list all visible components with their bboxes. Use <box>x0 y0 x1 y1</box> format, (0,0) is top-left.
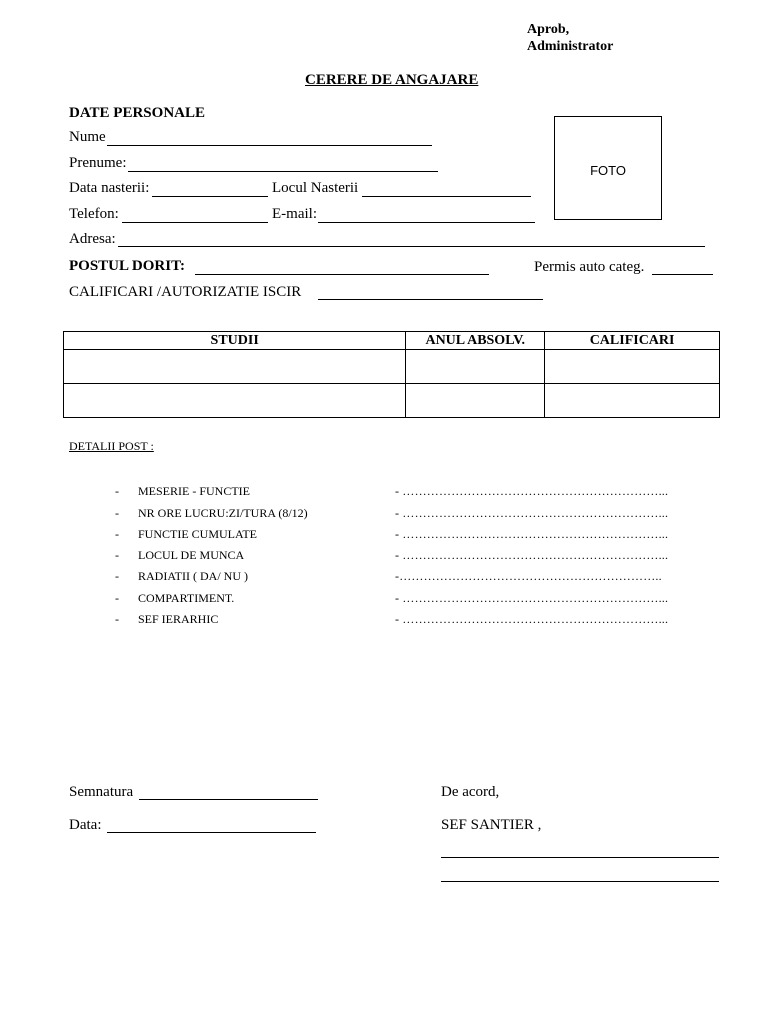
table-cell[interactable] <box>406 350 545 384</box>
telefon-label: Telefon: <box>69 206 119 222</box>
locul-nasterii-label: Locul Nasterii <box>272 180 359 196</box>
sef-santier-name-line[interactable] <box>441 881 719 882</box>
detail-label-locul-de-munca: LOCUL DE MUNCA <box>138 548 245 562</box>
header-calificari: CALIFICARI <box>545 332 720 350</box>
detail-field-compartiment[interactable]: - ………………………………………………………... <box>395 591 669 605</box>
list-bullet: - <box>115 548 119 562</box>
adresa-label: Adresa: <box>69 231 116 247</box>
semnatura-label: Semnatura <box>69 784 134 800</box>
data-nasterii-field[interactable] <box>152 196 268 197</box>
detail-label-nr-ore: NR ORE LUCRU:ZI/TURA (8/12) <box>138 506 308 520</box>
nume-label: Nume <box>69 129 106 145</box>
telefon-field[interactable] <box>122 222 268 223</box>
sef-santier-signature-line[interactable] <box>441 857 719 858</box>
detail-field-radiatii[interactable]: -……………………………………………………….. <box>395 569 662 583</box>
calificari-iscir-label: CALIFICARI /AUTORIZATIE ISCIR <box>69 284 302 300</box>
detail-field-meserie[interactable]: - ………………………………………………………... <box>395 484 669 498</box>
list-bullet: - <box>115 591 119 605</box>
document-title: CERERE DE ANGAJARE <box>305 72 479 88</box>
detail-label-radiatii: RADIATII ( DA/ NU ) <box>138 569 248 583</box>
detail-field-sef-ierarhic[interactable]: - ………………………………………………………... <box>395 612 669 626</box>
approval-line-1: Aprob, <box>527 22 570 37</box>
postul-dorit-field[interactable] <box>195 274 489 275</box>
detalii-post-title: DETALII POST : <box>69 439 154 453</box>
list-bullet: - <box>115 484 119 498</box>
list-bullet: - <box>115 612 119 626</box>
table-header-row <box>64 332 720 350</box>
photo-placeholder <box>554 116 662 220</box>
detail-field-functie-cumulate[interactable]: - ………………………………………………………... <box>395 527 669 541</box>
calificari-iscir-field[interactable] <box>318 299 543 300</box>
adresa-field[interactable] <box>118 246 705 247</box>
table-cell[interactable] <box>64 350 406 384</box>
detail-field-nr-ore[interactable]: - ………………………………………………………... <box>395 506 669 520</box>
postul-dorit-label: POSTUL DORIT: <box>69 258 185 274</box>
header-studii: STUDII <box>64 332 406 350</box>
permis-auto-field[interactable] <box>652 274 713 275</box>
nume-field[interactable] <box>107 145 432 146</box>
prenume-field[interactable] <box>128 171 438 172</box>
email-field[interactable] <box>318 222 535 223</box>
section-title-personal: DATE PERSONALE <box>69 105 205 121</box>
detail-label-compartiment: COMPARTIMENT. <box>138 591 235 605</box>
detail-label-functie-cumulate: FUNCTIE CUMULATE <box>138 527 257 541</box>
detail-label-meserie: MESERIE - FUNCTIE <box>138 484 250 498</box>
data-nasterii-label: Data nasterii: <box>69 180 150 196</box>
list-bullet: - <box>115 527 119 541</box>
prenume-label: Prenume: <box>69 155 127 171</box>
approval-line-2: Administrator <box>527 39 614 54</box>
de-acord-label: De acord, <box>441 784 500 800</box>
table-row <box>64 350 720 384</box>
header-anul-absolv: ANUL ABSOLV. <box>406 332 545 350</box>
data-field[interactable] <box>107 832 316 833</box>
permis-auto-label: Permis auto categ. <box>534 259 645 275</box>
semnatura-field[interactable] <box>139 799 318 800</box>
photo-label: FOTO <box>590 163 626 178</box>
detail-field-locul-de-munca[interactable]: - ………………………………………………………... <box>395 548 669 562</box>
table-cell[interactable] <box>406 384 545 418</box>
table-cell[interactable] <box>545 384 720 418</box>
table-cell[interactable] <box>545 350 720 384</box>
email-label: E-mail: <box>272 206 317 222</box>
list-bullet: - <box>115 506 119 520</box>
locul-nasterii-field[interactable] <box>362 196 531 197</box>
sef-santier-label: SEF SANTIER , <box>441 817 542 833</box>
studii-table <box>63 331 720 418</box>
list-bullet: - <box>115 569 119 583</box>
table-cell[interactable] <box>64 384 406 418</box>
data-label: Data: <box>69 817 102 833</box>
detail-label-sef-ierarhic: SEF IERARHIC <box>138 612 219 626</box>
table-row <box>64 384 720 418</box>
